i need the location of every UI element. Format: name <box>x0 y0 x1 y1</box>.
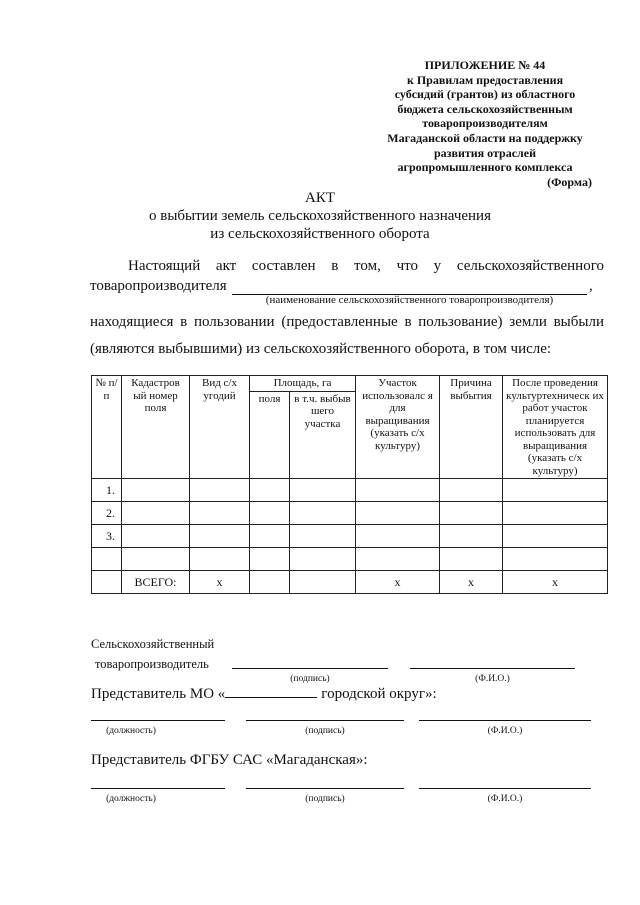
mo-suffix: городской округ»: <box>321 686 437 702</box>
table-cell[interactable] <box>503 479 608 502</box>
producer-sign-label-2: товаропроизводитель <box>95 657 209 671</box>
col-header-reason: Причина выбытия <box>440 376 503 479</box>
appendix-line: к Правилам предоставления <box>406 72 564 87</box>
table-cell[interactable] <box>122 525 190 548</box>
table-header-row <box>92 376 608 392</box>
table-cell[interactable] <box>356 548 440 571</box>
producer-sign-label-1: Сельскохозяйственный <box>91 637 215 651</box>
mo-position-caption: (должность) <box>106 726 156 736</box>
table-cell[interactable] <box>503 525 608 548</box>
table-cell[interactable] <box>190 548 250 571</box>
total-land-type: х <box>190 571 250 594</box>
fgbu-position-field[interactable] <box>91 788 225 789</box>
appendix-line: ПРИЛОЖЕНИЕ № 44 <box>424 58 546 72</box>
appendix-line: товаропроизводителям <box>422 116 548 131</box>
total-plot-used: х <box>356 571 440 594</box>
row-number: 1. <box>92 479 122 502</box>
fgbu-signature-field[interactable] <box>246 788 404 789</box>
land-statement-line2: (являются выбывшими) из сельскохозяйственного оборота, в том числе: <box>90 341 552 357</box>
table-cell[interactable] <box>356 502 440 525</box>
table-cell[interactable] <box>440 479 503 502</box>
table-cell[interactable] <box>190 525 250 548</box>
land-statement-line1: находящиеся в пользовании (предоставленные в пользование) земли выбыли <box>90 314 604 330</box>
table-total-row <box>92 571 608 594</box>
producer-fio-caption: (Ф.И.О.) <box>475 674 510 684</box>
col-header-area: Площадь, га <box>250 376 356 392</box>
appendix-line: агропромышленного комплекса <box>397 160 573 175</box>
appendix-line: бюджета сельскохозяйственным <box>397 101 573 116</box>
table-row <box>92 479 608 502</box>
fgbu-representative-label: Представитель ФГБУ САС «Магаданская»: <box>91 752 368 768</box>
table-cell[interactable] <box>503 548 608 571</box>
mo-prefix: Представитель МО « <box>91 686 226 702</box>
mo-signature-caption: (подпись) <box>305 726 345 736</box>
table-cell[interactable] <box>356 525 440 548</box>
fgbu-position-caption: (должность) <box>106 794 156 804</box>
col-header-area-retired: в т.ч. выбыв шего участка <box>290 391 356 478</box>
table-cell <box>92 571 122 594</box>
table-cell[interactable] <box>290 571 356 594</box>
appendix-line: Магаданской области на поддержку <box>387 130 583 145</box>
fgbu-fio-field[interactable] <box>419 788 591 789</box>
appendix-line: субсидий (грантов) из областного <box>394 87 576 102</box>
col-header-after: После проведения культуртехническ их работ участок планируется использовать для выращивания (указать с/х культуру) <box>503 376 608 479</box>
table-cell[interactable] <box>290 502 356 525</box>
table-cell[interactable] <box>250 548 290 571</box>
producer-signature-field[interactable] <box>232 668 388 669</box>
row-number: 2. <box>92 502 122 525</box>
producer-label: товаропроизводителя <box>90 278 227 294</box>
document-subtitle-1: о выбытии земель сельскохозяйственного назначения <box>148 208 491 224</box>
table-cell[interactable] <box>440 502 503 525</box>
table-cell[interactable] <box>250 479 290 502</box>
table-cell[interactable] <box>440 548 503 571</box>
land-retirement-table <box>91 375 608 594</box>
table-cell[interactable] <box>122 548 190 571</box>
mo-representative-label <box>91 685 437 703</box>
act-statement-line1: Настоящий акт составлен в том, что у сельскохозяйственного <box>128 258 604 274</box>
mo-signature-field[interactable] <box>246 720 404 721</box>
table-cell[interactable] <box>503 502 608 525</box>
appendix-line: развития отраслей <box>433 145 537 160</box>
table-cell[interactable] <box>356 479 440 502</box>
producer-signature-caption: (подпись) <box>290 674 330 684</box>
mo-fio-caption: (Ф.И.О.) <box>487 726 523 736</box>
total-after: х <box>503 571 608 594</box>
producer-comma: , <box>589 278 593 294</box>
appendix-block <box>360 58 610 189</box>
table-cell[interactable] <box>440 525 503 548</box>
producer-hint: (наименование сельскохозяйственного товаропроизводителя) <box>265 294 554 306</box>
table-cell[interactable] <box>290 525 356 548</box>
table-cell[interactable] <box>250 502 290 525</box>
fgbu-fio-caption: (Ф.И.О.) <box>487 794 523 804</box>
col-header-plot-used: Участок использовалс я для выращивания (указать с/х культуру) <box>356 376 440 479</box>
col-header-land-type: Вид с/х угодий <box>190 376 250 479</box>
col-header-cadastral: Кадастров ый номер поля <box>122 376 190 479</box>
row-number <box>92 548 122 571</box>
table-cell[interactable] <box>290 548 356 571</box>
table-row <box>92 525 608 548</box>
producer-fio-field[interactable] <box>410 668 575 669</box>
mo-position-field[interactable] <box>91 720 225 721</box>
table-cell[interactable] <box>122 479 190 502</box>
document-title: АКТ <box>305 190 335 206</box>
table-row <box>92 502 608 525</box>
table-cell[interactable] <box>290 479 356 502</box>
row-number: 3. <box>92 525 122 548</box>
producer-line <box>90 278 604 295</box>
table-row <box>92 548 608 571</box>
mo-okrug-field[interactable] <box>225 685 317 698</box>
document-subtitle-2: из сельскохозяйственного оборота <box>210 226 430 242</box>
table-cell[interactable] <box>250 525 290 548</box>
total-reason: х <box>440 571 503 594</box>
mo-fio-field[interactable] <box>419 720 591 721</box>
total-label: ВСЕГО: <box>122 571 190 594</box>
fgbu-signature-caption: (подпись) <box>305 794 345 804</box>
col-header-num: № п/п <box>92 376 122 479</box>
table-cell[interactable] <box>250 571 290 594</box>
form-label: (Форма) <box>547 174 592 189</box>
table-cell[interactable] <box>190 479 250 502</box>
col-header-area-field: поля <box>250 391 290 478</box>
table-cell[interactable] <box>122 502 190 525</box>
table-cell[interactable] <box>190 502 250 525</box>
